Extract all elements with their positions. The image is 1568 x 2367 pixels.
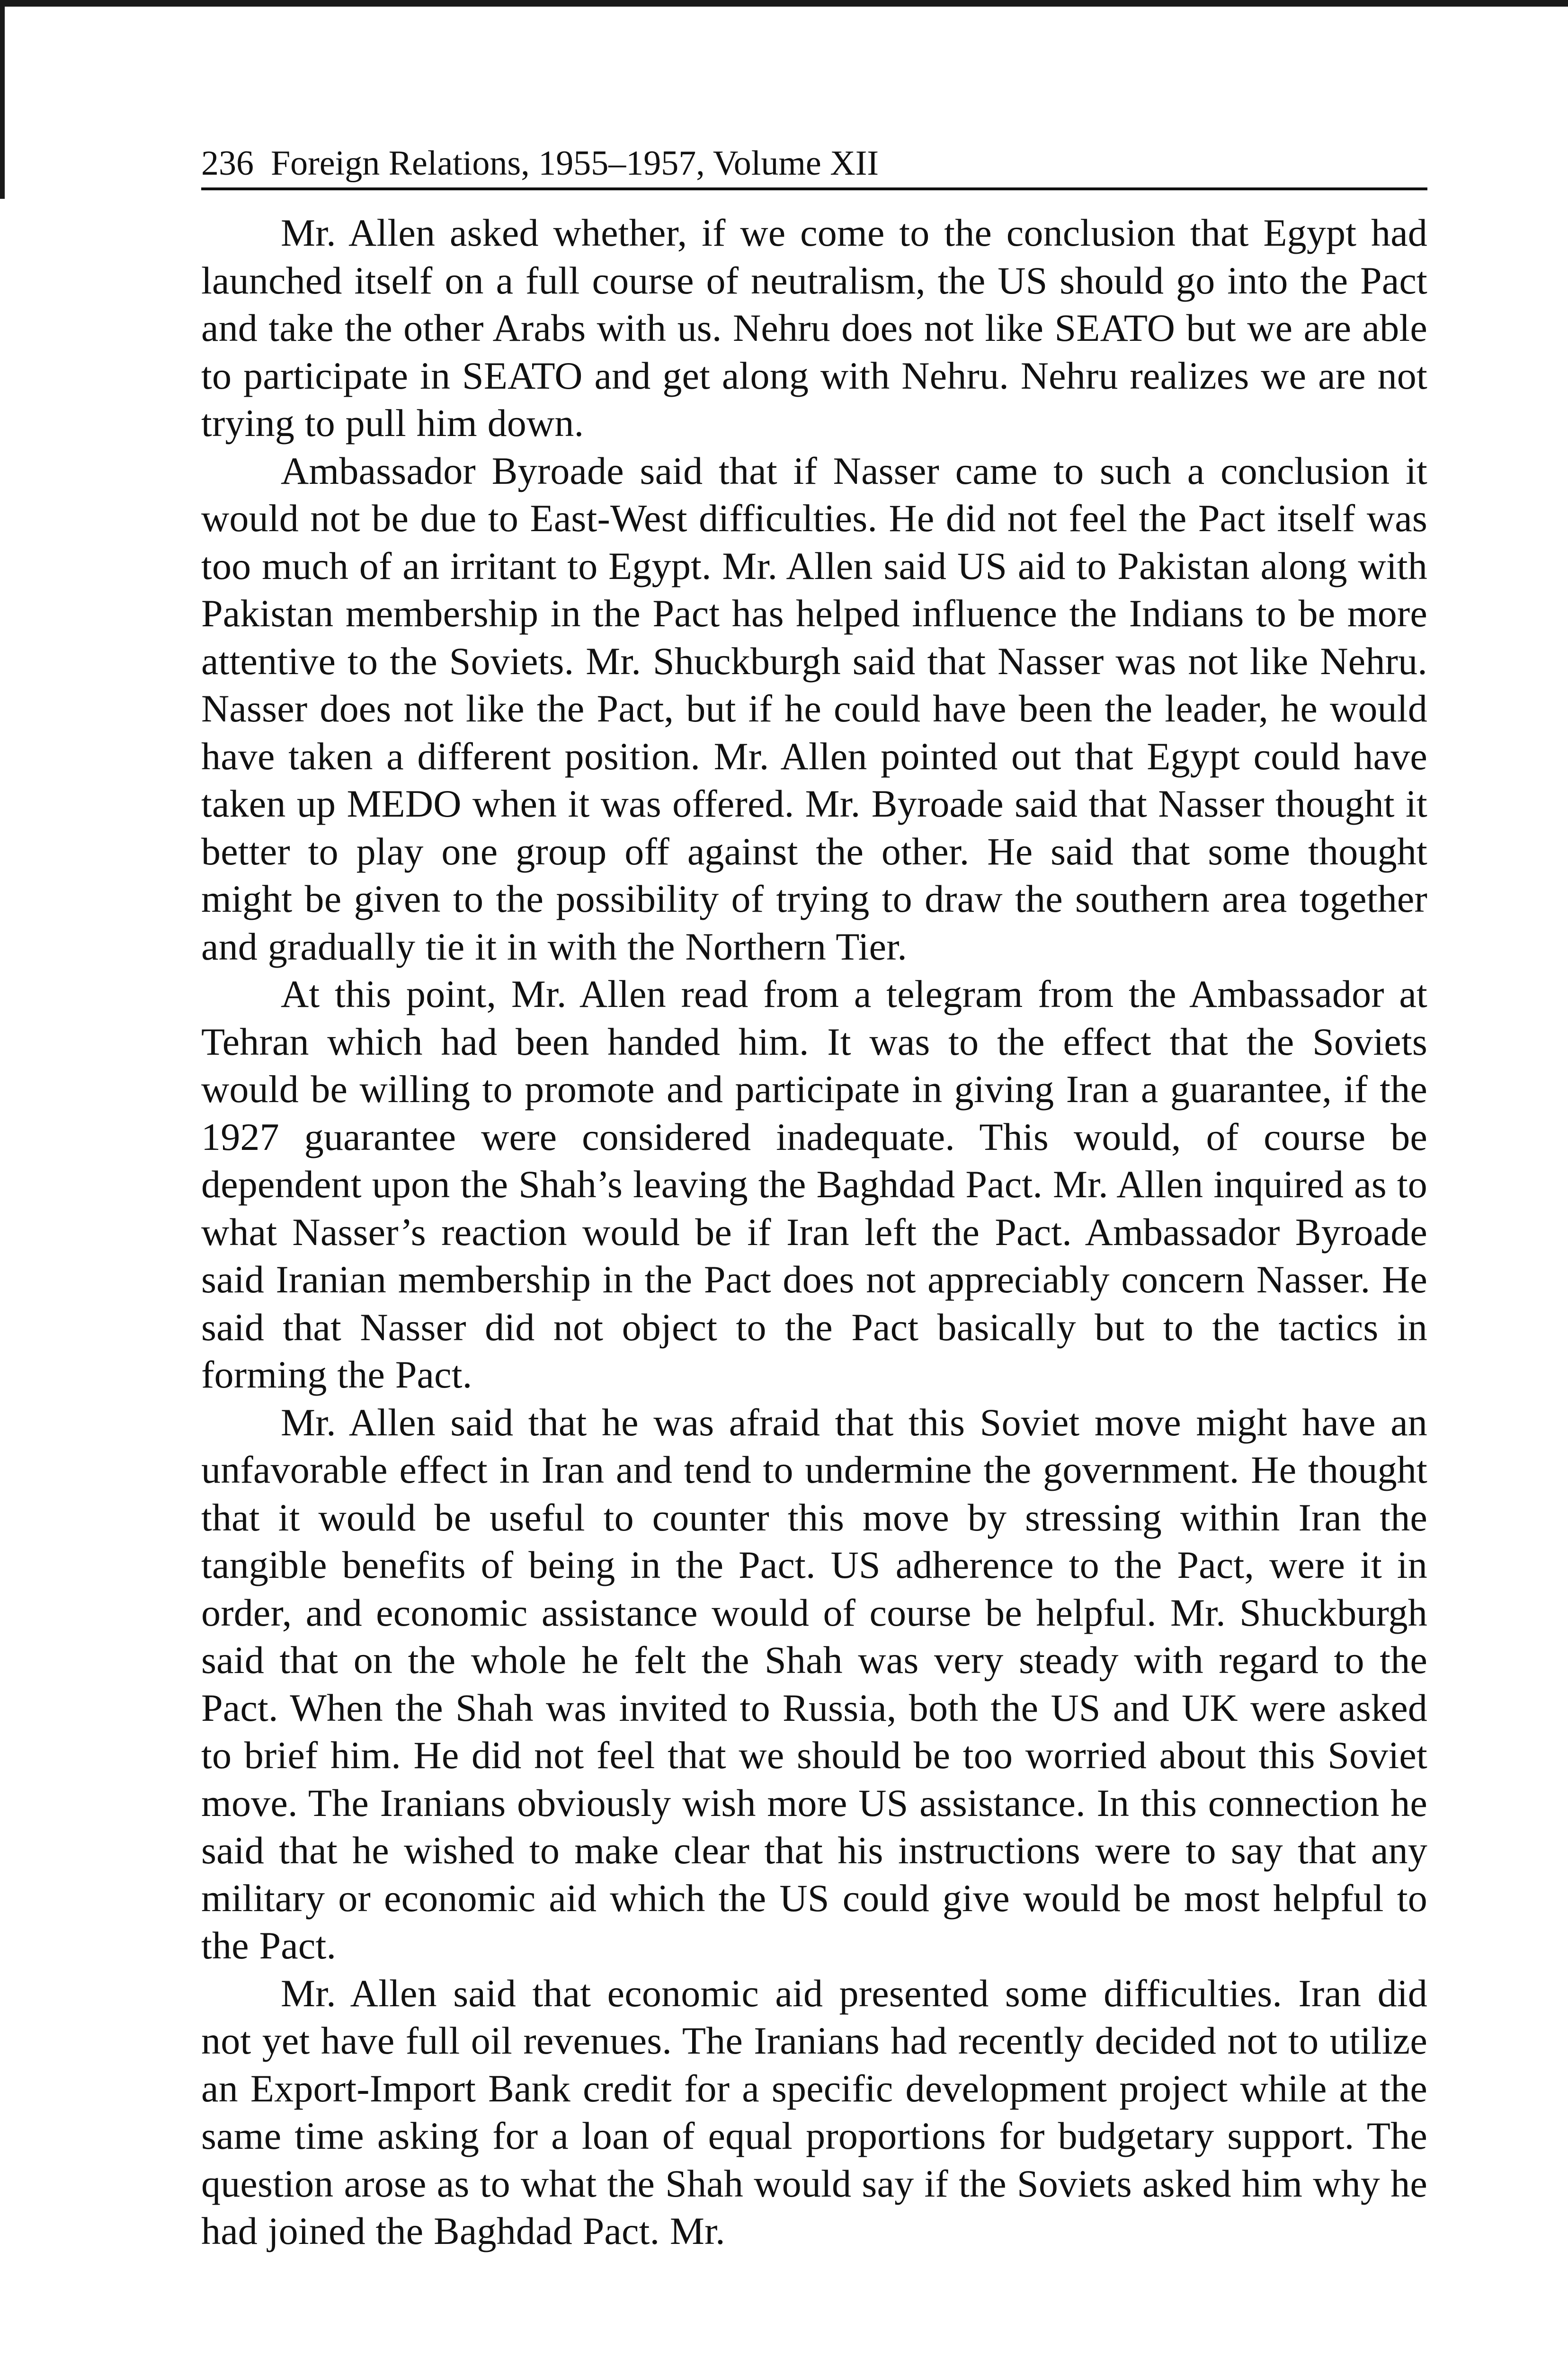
paragraph: At this point, Mr. Allen read from a telegram from the Ambassador at Tehran which had been handed him. It was to the effect that the Soviets would be willing to promote and participate in giving Iran a guarantee, if the 1927 guarantee were considered inadequate. This would, of course be dependent upon the Shah’s leaving the Baghdad Pact. Mr. Allen inquired as to what Nasser’s reaction would be if Iran left the Pact. Ambassador Byroade said Iranian membership in the Pact does not appreciably concern Nasser. He said that Nasser did not object to the Pact basically but to the tactics in forming the Pact. xyxy=(201,972,1427,1396)
document-page xyxy=(201,142,1427,2255)
paragraph: Mr. Allen said that he was afraid that this Soviet move might have an unfavorable effect in Iran and tend to undermine the government. He thought that it would be useful to counter this move by stressing within Iran the tangible benefits of being in the Pact. US adherence to the Pact, were it in order, and economic assistance would of course be helpful. Mr. Shuckburgh said that on the whole he felt the Shah was very steady with regard to the Pact. When the Shah was invited to Russia, both the US and UK were asked to brief him. He did not feel that we should be too worried about this Soviet move. The Iranians obviously wish more US assistance. In this connection he said that he wished to make clear that his instructions were to say that any military or economic aid which the US could give would be most helpful to the Pact. xyxy=(201,1400,1427,1967)
page-number: 236 xyxy=(201,144,254,183)
paragraph: Mr. Allen said that economic aid presented some difficulties. Iran did not yet have full oil revenues. The Iranians had recently decided not to utilize an Export-Import Bank credit for a specific development project while at the same time asking for a loan of equal proportions for budgetary support. The question arose as to what the Shah would say if the Soviets asked him why he had joined the Baghdad Pact. Mr. xyxy=(201,1971,1427,2252)
running-head xyxy=(201,142,1427,190)
page-title: Foreign Relations, 1955–1957, Volume XII xyxy=(271,144,879,183)
paragraph: Ambassador Byroade said that if Nasser came to such a conclusion it would not be due to East-West difficulties. He did not feel the Pact itself was too much of an irritant to Egypt. Mr. Allen said US aid to Pakistan along with Pakistan membership in the Pact has helped influence the Indians to be more attentive to the Soviets. Mr. Shuckburgh said that Nasser was not like Nehru. Nasser does not like the Pact, but if he could have been the leader, he would have taken a different position. Mr. Allen pointed out that Egypt could have taken up MEDO when it was offered. Mr. Byroade said that Nasser thought it better to play one group off against the other. He said that some thought might be given to the possibility of trying to draw the southern area together and gradually tie it in with the Northern Tier. xyxy=(201,449,1427,968)
body-text xyxy=(201,209,1427,2255)
paragraph: Mr. Allen asked whether, if we come to the conclusion that Egypt had launched itself on a full course of neutralism, the US should go into the Pact and take the other Arabs with us. Nehru does not like SEATO but we are able to participate in SEATO and get along with Nehru. Nehru realizes we are not trying to pull him down. xyxy=(201,211,1427,445)
scan-border-left xyxy=(0,0,5,199)
scan-border-top xyxy=(0,0,1568,7)
